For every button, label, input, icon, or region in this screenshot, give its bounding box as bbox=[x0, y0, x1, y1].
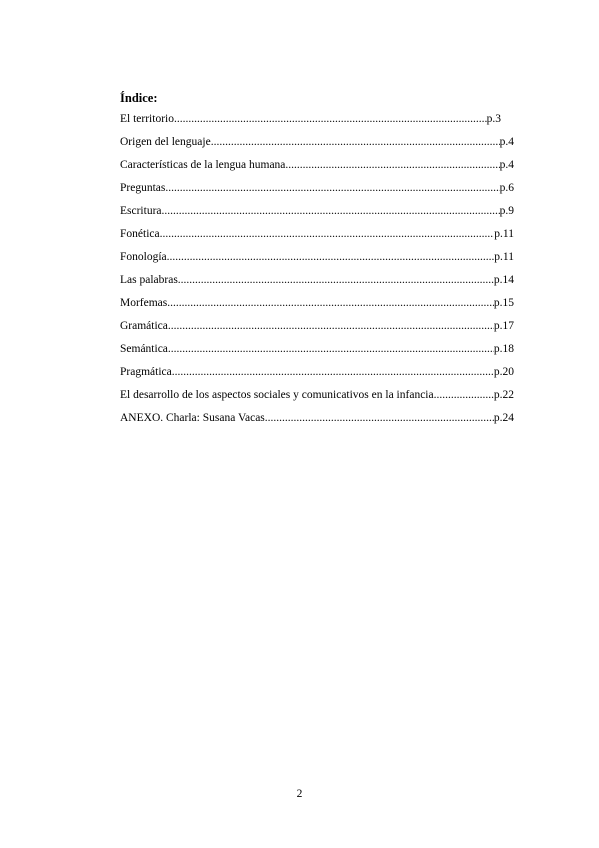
toc-entry-label: El territorio bbox=[120, 113, 174, 125]
page-number: 2 bbox=[296, 788, 303, 800]
toc-entry-page: p.14 bbox=[493, 274, 514, 286]
toc-entry bbox=[120, 272, 514, 295]
toc-entry-page: p.6 bbox=[499, 182, 514, 194]
toc-entry-page: p.4 bbox=[499, 159, 514, 171]
toc-entry bbox=[120, 341, 514, 364]
dot-leader bbox=[285, 157, 499, 173]
toc-entry-page: p.24 bbox=[493, 412, 514, 424]
toc-entry-label: ANEXO. Charla: Susana Vacas bbox=[120, 412, 265, 424]
toc-entry-page: p.20 bbox=[493, 366, 514, 378]
toc-entry-page: p.3 bbox=[486, 113, 501, 125]
toc-entry-page: p.11 bbox=[494, 228, 514, 240]
toc-entry-page: p.4 bbox=[499, 136, 514, 148]
toc-entry bbox=[120, 318, 514, 341]
dot-leader bbox=[167, 295, 494, 311]
toc-entry bbox=[120, 203, 514, 226]
toc-entry-page: p.17 bbox=[493, 320, 514, 332]
toc-entry-label: Escritura bbox=[120, 205, 162, 217]
toc-entry-label: Preguntas bbox=[120, 182, 166, 194]
dot-leader bbox=[172, 364, 494, 380]
dot-leader bbox=[167, 249, 495, 265]
dot-leader bbox=[265, 410, 494, 426]
dot-leader bbox=[168, 341, 494, 357]
toc-entry-label: Pragmática bbox=[120, 366, 172, 378]
toc-entry bbox=[120, 226, 514, 249]
toc-entry bbox=[120, 249, 514, 272]
toc-entry-label: Fonética bbox=[120, 228, 160, 240]
dot-leader bbox=[160, 226, 495, 242]
toc-entry-label: Características de la lengua humana bbox=[120, 159, 286, 171]
toc-entry-label: Morfemas bbox=[120, 297, 168, 309]
toc-entry-page: p.11 bbox=[494, 251, 514, 263]
toc-entry bbox=[120, 295, 514, 318]
toc-entry bbox=[120, 157, 514, 180]
toc-entry bbox=[120, 180, 514, 203]
toc-entry-label: El desarrollo de los aspectos sociales y comunicativos en la infancia bbox=[120, 389, 434, 401]
toc-entry-label: Las palabras bbox=[120, 274, 178, 286]
toc-entry-page: p.15 bbox=[493, 297, 514, 309]
toc-entry-label: Fonología bbox=[120, 251, 167, 263]
dot-leader bbox=[168, 318, 494, 334]
toc-entry-label: Origen del lenguaje bbox=[120, 136, 211, 148]
dot-leader bbox=[162, 203, 500, 219]
toc-entry-page: p.18 bbox=[493, 343, 514, 355]
dot-leader bbox=[165, 180, 499, 196]
dot-leader bbox=[174, 111, 487, 127]
dot-leader bbox=[434, 387, 494, 403]
toc-entry bbox=[120, 111, 501, 134]
dot-leader bbox=[178, 272, 494, 288]
toc-entry bbox=[120, 410, 514, 433]
toc-entry bbox=[120, 387, 514, 410]
toc-entry bbox=[120, 364, 514, 387]
table-of-contents bbox=[120, 111, 514, 433]
toc-entry-page: p.22 bbox=[493, 389, 514, 401]
page-title: Índice: bbox=[120, 91, 158, 105]
dot-leader bbox=[211, 134, 500, 150]
toc-entry bbox=[120, 134, 514, 157]
toc-entry-label: Gramática bbox=[120, 320, 168, 332]
toc-entry-page: p.9 bbox=[499, 205, 514, 217]
toc-entry-label: Semántica bbox=[120, 343, 168, 355]
